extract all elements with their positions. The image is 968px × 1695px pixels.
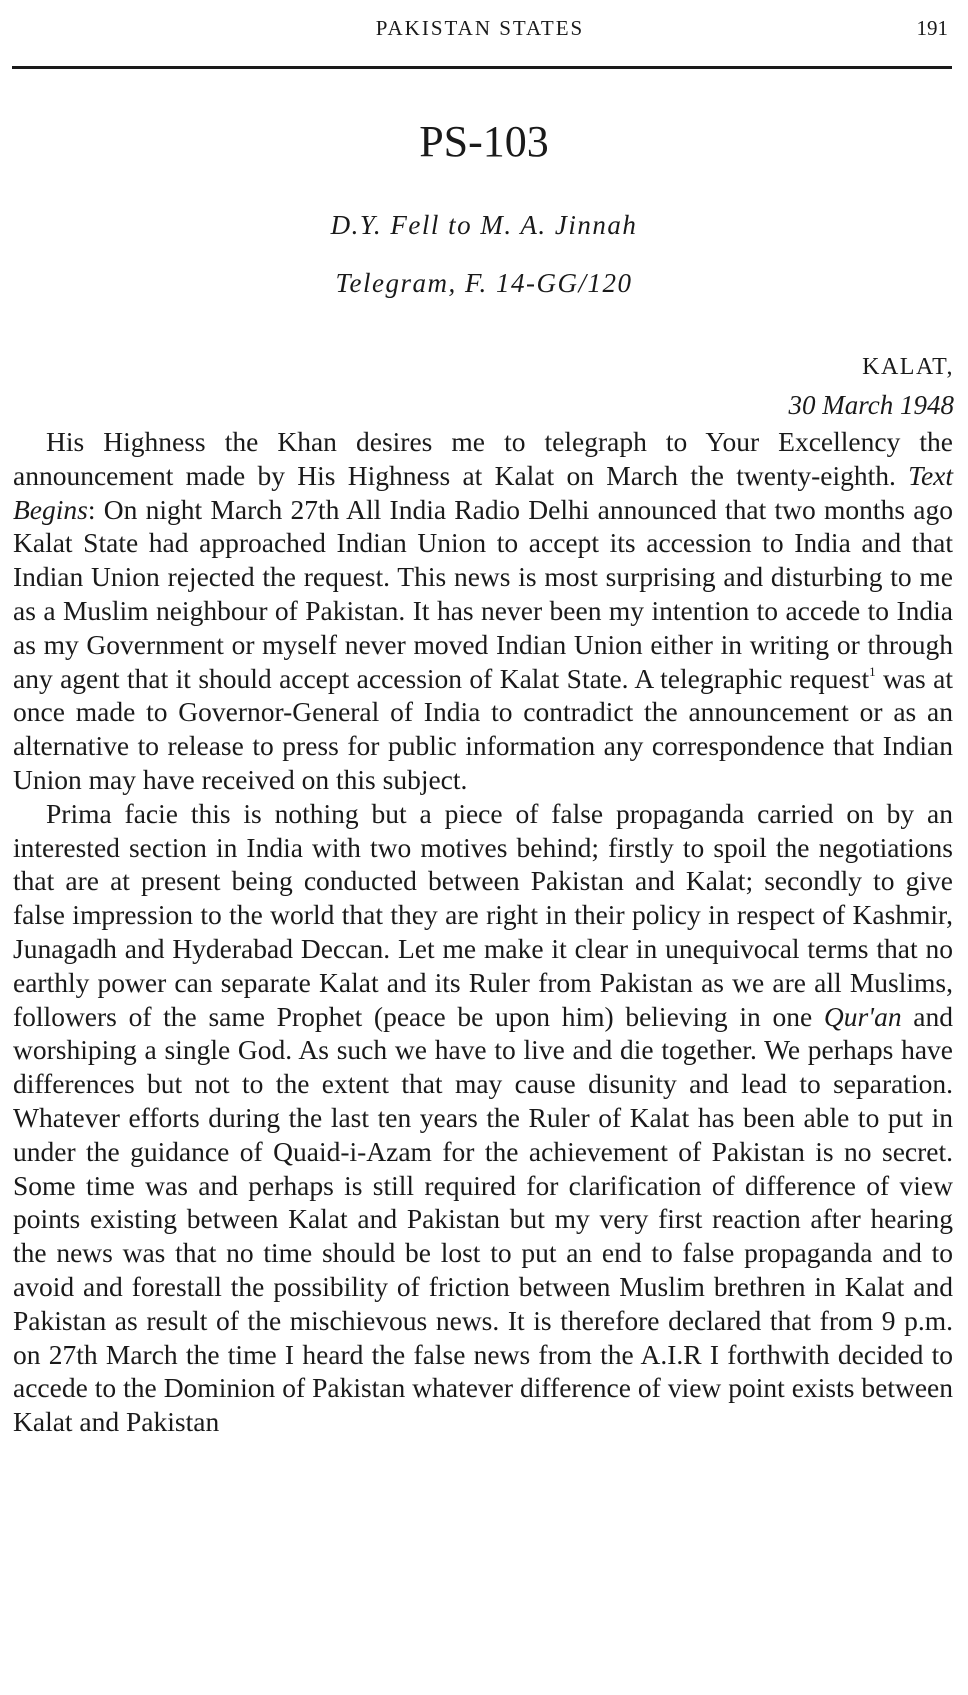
- quran-term: Qur'an: [823, 1000, 902, 1032]
- header-rule: [12, 66, 952, 69]
- body-text: [13, 425, 953, 1439]
- paragraph-2: [13, 797, 953, 1439]
- running-title: PAKISTAN STATES: [375, 16, 585, 40]
- paragraph-1: [13, 425, 953, 797]
- paragraph-1-intro: His Highness the Khan desires me to telegraph to Your Excellency the announcement made by His Highness at Kalat on March the twenty-eighth.: [13, 426, 953, 491]
- document-reference: Telegram, F. 14-GG/120: [335, 268, 633, 298]
- paragraph-1-continuation: was at once made to Governor-General of India to contradict the announcement or as an alternative to release to press for public information any correspondence that Indian Union may have received on this subject.: [13, 662, 953, 795]
- page-number: 191: [916, 16, 948, 40]
- dateline-place: KALAT,: [862, 354, 954, 380]
- paragraph-1-text: : On night March 27th All India Radio Delhi announced that two months ago Kalat State had approached Indian Union to accept its accession to India and that Indian Union rejected the request. This news is most surprising and disturbing to me as a Muslim neighbour of Pakistan. It has never been my intention to accede to India as my Government or myself never moved Indian Union either in writing or through any agent that it should accept accession of Kalat State. A telegraphic request: [13, 493, 953, 694]
- dateline-date: 30 March 1948: [788, 390, 954, 420]
- paragraph-2-continuation: and worshiping a single God. As such we have to live and die together. We perhaps have differences but not to the extent that may cause disunity and lead to separation. Whatever efforts during the last ten years the Ruler of Kalat has been able to put in under the guidance of Quaid-i-Azam for the achievement of Pakistan is no secret. Some time was and perhaps is still required for clarification of difference of view points existing between Kalat and Pakistan but my very first reaction after hearing the news was that no time should be lost to put an end to false propaganda and to avoid and forestall the possibility of friction between Muslim brethren in Kalat and Pakistan as result of the mischievous news. It is therefore declared that from 9 p.m. on 27th March the time I heard the false news from the A.I.R I forthwith decided to accede to the Dominion of Pakistan whatever difference of view point exists between Kalat and Pakistan: [13, 1000, 953, 1438]
- paragraph-2-text: Prima facie this is nothing but a piece of false propaganda carried on by an interested section in India with two motives behind; firstly to spoil the negotiations that are at present being conducted between Pakistan and Kalat; secondly to give false impression to the world that they are right in their policy in respect of Kashmir, Junagadh and Hyderabad Deccan. Let me make it clear in unequivocal terms that no earthly power can separate Kalat and its Ruler from Pakistan as we are all Muslims, followers of the same Prophet (peace be upon him) believing in one: [13, 797, 953, 1032]
- running-head: [12, 16, 948, 46]
- footnote-marker[interactable]: 1: [869, 663, 876, 679]
- text-begins-label: Text Begins: [13, 459, 953, 525]
- document-id: PS-103: [419, 117, 549, 166]
- document-sender-recipient: D.Y. Fell to M. A. Jinnah: [330, 210, 638, 240]
